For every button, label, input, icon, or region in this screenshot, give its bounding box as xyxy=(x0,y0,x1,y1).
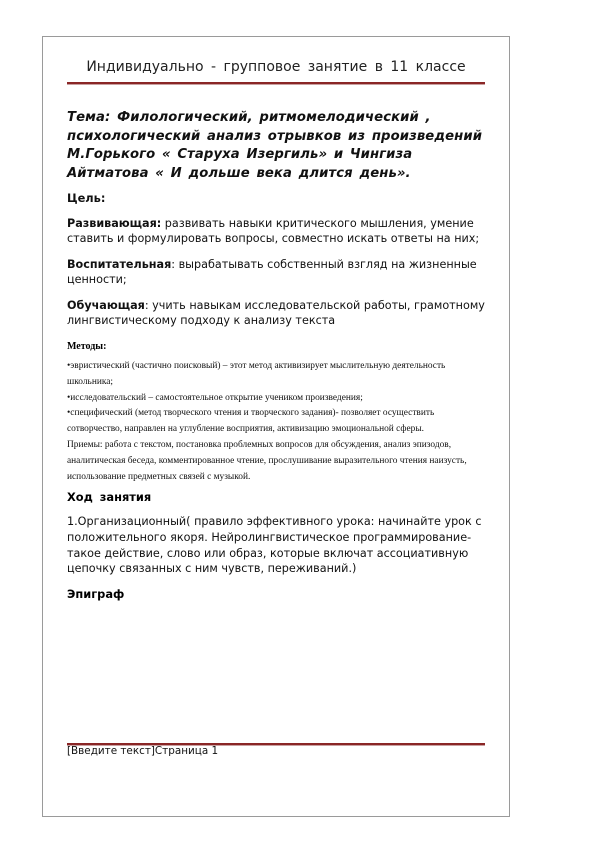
teaching-goal-label: Обучающая xyxy=(67,299,145,312)
organizational-stage: 1.Организационный( правило эффективного урока: начинайте урок с положительного якоря. Нейролингвистическое программирование- такое действие, слово или образ, которые включат ассоциативную цепочку связанных с ним чувств, переживаний.) xyxy=(67,515,482,576)
developing-goal-label: Развивающая: xyxy=(67,217,162,230)
educational-goal-text: : вырабатывать собственный взгляд на жизненные ценности; xyxy=(67,258,477,286)
methods-list xyxy=(67,359,485,485)
developing-goal-text: развивать навыки критического мышления, умение ставить и формулировать вопросы, совместно искать ответы на них; xyxy=(67,217,480,245)
educational-goal xyxy=(67,257,485,287)
methods-heading: Методы: xyxy=(67,341,107,352)
document-title: Индивидуально - групповое занятие в 11 классе xyxy=(86,59,466,75)
teaching-goal-text: : учить навыкам исследовательской работы, грамотному лингвистическому подходу к анализу текста xyxy=(67,299,485,327)
developing-goal xyxy=(67,216,485,246)
document-body xyxy=(67,58,485,601)
teaching-goal xyxy=(67,298,485,328)
title-divider xyxy=(67,82,485,85)
goal-heading: Цель: xyxy=(67,191,106,205)
epigraph-heading: Эпиграф xyxy=(67,586,125,601)
method-item: •исследовательский – самостоятельное открытие учеником произведения; xyxy=(67,392,363,403)
method-item: •специфический (метод творческого чтения и творческого задания)- позволяет осуществить сотворчество, направлен на углубление восприятия, активизацию эмоциональной сферы. xyxy=(67,408,435,435)
lesson-progress-heading: Ход занятия xyxy=(67,490,152,505)
techniques-paragraph: Приемы: работа с текстом, постановка проблемных вопросов для обсуждения, анализ эпизодов, аналитическая беседа, комментированное чтение, прослушивание выразительного чтения наизусть, использование предметных связей с музыкой. xyxy=(67,439,467,482)
page-footer: [Введите текст]Страница 1 xyxy=(67,745,219,757)
educational-goal-label: Воспитательная xyxy=(67,258,172,271)
lesson-topic: Тема: Филологический, ритмомелодический , психологический анализ отрывков из произведений М.Горького « Старуха Изергиль» и Чингиза Айтматова « И дольше века длится день». xyxy=(67,110,483,181)
method-item: •эвристический (частично поисковый) – этот метод активизирует мыслительную деятельность школьника; xyxy=(67,361,446,387)
